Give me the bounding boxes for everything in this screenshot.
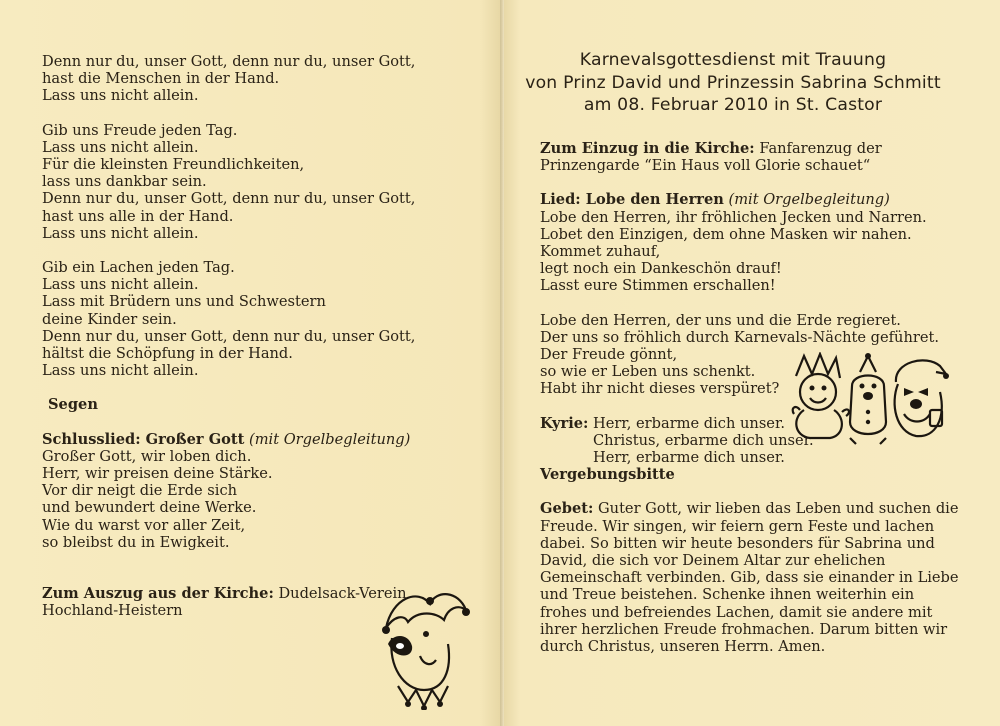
gebet-line: durch Christus, unseren Herrn. Amen. xyxy=(540,638,826,656)
gebet-line: frohes und befreiendes Lachen, damit sie andere mit xyxy=(540,603,933,621)
verse-line: hast die Menschen in der Hand. xyxy=(42,70,280,88)
verse-line: Gib uns Freude jeden Tag. xyxy=(42,121,238,139)
verse-line: deine Kinder sein. xyxy=(42,310,177,328)
song-line: Lobe den Herren, der uns und die Erde regieret. xyxy=(540,311,901,329)
verse-line: lass uns dankbar sein. xyxy=(42,173,207,191)
gebet-text: Guter Gott, wir lieben das Leben und suchen die xyxy=(593,500,959,518)
lied-heading xyxy=(540,191,980,208)
verse-line: Lass uns nicht allein. xyxy=(42,276,199,294)
gebet-line: David, die sich vor Deinem Altar zur ehelichen xyxy=(540,552,886,570)
verse-line: Lass uns nicht allein. xyxy=(42,87,199,105)
gebet-line: Freude. Wir singen, wir feiern gern Feste und lachen xyxy=(540,517,935,535)
song-line: so bleibst du in Ewigkeit. xyxy=(42,533,230,551)
song-line: Der Freude gönnt, xyxy=(540,346,678,364)
title-line: Karnevalsgottesdienst mit Trauung xyxy=(579,50,887,70)
verse-3 xyxy=(42,259,482,379)
verse-line: Lass mit Brüdern uns und Schwestern xyxy=(42,293,326,311)
einzug-label: Zum Einzug in die Kirche: xyxy=(540,140,755,157)
verse-line: Lass uns nicht allein. xyxy=(42,138,199,156)
verse-line: Lass uns nicht allein. xyxy=(42,362,199,380)
lied-note: (mit Orgelbegleitung) xyxy=(728,191,890,209)
song-line: Habt ihr nicht dieses verspüret? xyxy=(540,380,780,398)
verse-line: Gib ein Lachen jeden Tag. xyxy=(42,259,235,277)
verse-line: hältst die Schöpfung in der Hand. xyxy=(42,345,293,363)
gebet-line: ihrer herzlichen Freude frohmachen. Darum bitten wir xyxy=(540,620,948,638)
schlusslied-text xyxy=(42,448,482,551)
song-line: Wie du warst vor aller Zeit, xyxy=(42,516,246,534)
schlusslied-heading xyxy=(42,431,482,448)
song-line: Der uns so fröhlich durch Karnevals-Nächte geführet. xyxy=(540,328,939,346)
lied-label: Lied: Lobe den Herren xyxy=(540,191,724,209)
kyrie-label: Kyrie: xyxy=(540,414,589,432)
einzug-line xyxy=(540,140,980,157)
jester-face-icon xyxy=(378,586,470,710)
page-fold xyxy=(500,0,504,726)
service-title xyxy=(508,49,958,117)
einzug-line-2: Prinzengarde “Ein Haus voll Glorie schauet“ xyxy=(540,157,871,175)
gebet-line: Gemeinschaft verbinden. Gib, dass sie einander in Liebe xyxy=(540,569,959,587)
gebet-line xyxy=(540,500,980,517)
three-clowns-icon xyxy=(790,352,950,446)
auszug-label: Zum Auszug aus der Kirche: xyxy=(42,585,274,603)
song-line: so wie er Leben uns schenkt. xyxy=(540,363,756,381)
verse-line: Denn nur du, unser Gott, denn nur du, unser Gott, xyxy=(42,327,416,345)
song-line: legt noch ein Dankeschön drauf! xyxy=(540,260,782,278)
verse-1 xyxy=(42,53,482,105)
song-line: Kommet zuhauf, xyxy=(540,243,661,261)
song-line: Herr, wir preisen deine Stärke. xyxy=(42,465,273,483)
song-line: und bewundert deine Werke. xyxy=(42,499,257,517)
verse-line: Lass uns nicht allein. xyxy=(42,224,199,242)
verse-2 xyxy=(42,122,482,242)
verse-line: Denn nur du, unser Gott, denn nur du, unser Gott, xyxy=(42,53,416,70)
song-line: Lobe den Herren, ihr fröhlichen Jecken und Narren. xyxy=(540,208,927,226)
verse-line: hast uns alle in der Hand. xyxy=(42,207,234,225)
auszug-line-2: Hochland-Heistern xyxy=(42,602,183,620)
schlusslied-note: (mit Orgelbegleitung) xyxy=(249,430,411,448)
song-line: Lobet den Einzigen, dem ohne Masken wir nahen. xyxy=(540,225,912,243)
kyrie-text: Herr, erbarme dich unser. xyxy=(588,414,785,432)
left-page xyxy=(42,53,482,619)
song-line: Großer Gott, wir loben dich. xyxy=(42,447,252,465)
segen-heading: Segen xyxy=(48,396,98,414)
vergebung-heading: Vergebungsbitte xyxy=(540,466,675,484)
title-line: am 08. Februar 2010 in St. Castor xyxy=(583,95,883,115)
verse-line: Denn nur du, unser Gott, denn nur du, unser Gott, xyxy=(42,190,416,208)
gebet-line: dabei. So bitten wir heute besonders für Sabrina und xyxy=(540,534,935,552)
schlusslied-label: Schlusslied: Großer Gott xyxy=(42,430,245,448)
lied-verse-1 xyxy=(540,209,980,295)
song-line: Vor dir neigt die Erde sich xyxy=(42,482,238,500)
auszug-text: Dudelsack-Verein xyxy=(273,585,407,603)
kyrie-line: Christus, erbarme dich unser. xyxy=(593,431,814,449)
einzug-text: Fanfarenzug der xyxy=(754,140,882,157)
song-line: Lasst eure Stimmen erschallen! xyxy=(540,277,776,295)
gebet-label: Gebet: xyxy=(540,500,594,518)
verse-line: Für die kleinsten Freundlichkeiten, xyxy=(42,156,305,174)
gebet-line: und Treue beistehen. Schenke ihnen weiterhin ein xyxy=(540,586,915,604)
title-line: von Prinz David und Prinzessin Sabrina Schmitt xyxy=(525,72,941,93)
gebet-block xyxy=(540,500,980,655)
kyrie-line: Herr, erbarme dich unser. xyxy=(593,449,785,467)
